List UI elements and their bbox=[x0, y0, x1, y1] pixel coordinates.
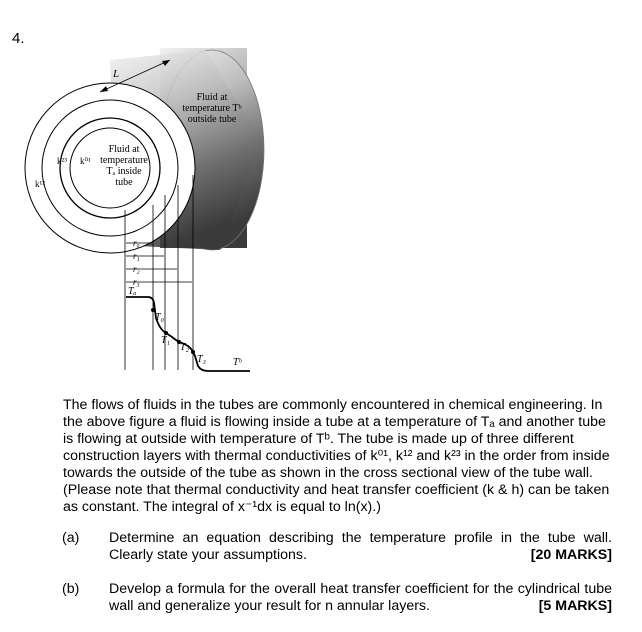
part-b bbox=[0, 581, 642, 621]
r0-label: r₀ bbox=[133, 238, 140, 248]
r1-label: r₁ bbox=[133, 251, 140, 261]
T0-label: T₀ bbox=[155, 312, 165, 323]
svg-text:temperature: temperature bbox=[100, 155, 148, 166]
part-b-marks: [5 MARKS] bbox=[538, 598, 612, 614]
k23-label: k²³ bbox=[57, 156, 67, 166]
part-a-marks: [20 MARKS] bbox=[530, 547, 612, 563]
temperature-profile-curve bbox=[126, 297, 250, 371]
Tb-label: Tᵇ bbox=[233, 357, 242, 368]
k12-label: k¹² bbox=[35, 179, 45, 189]
length-label: L bbox=[113, 68, 120, 80]
r2-label: r₂ bbox=[133, 264, 140, 274]
r3-label: r₃ bbox=[133, 277, 140, 287]
part-b-label: (b) bbox=[62, 581, 80, 597]
T3-label: T₃ bbox=[197, 354, 207, 365]
k01-label: k⁰¹ bbox=[80, 156, 91, 166]
part-a-label: (a) bbox=[62, 530, 80, 546]
svg-text:Fluid at: Fluid at bbox=[108, 144, 140, 155]
question-number: 4. bbox=[12, 30, 25, 47]
svg-text:outside tube: outside tube bbox=[187, 114, 237, 125]
svg-text:tube: tube bbox=[115, 177, 133, 188]
problem-paragraph: The flows of fluids in the tubes are commonly encountered in chemical engineering. In the above figure a fluid is flowing inside a tube at a temperature of Tₐ and another tube is flowing at outside with temperature of Tᵇ. The tube is made up of three different construction layers with thermal conductivities of k⁰¹, k¹² and k²³ in the order from inside towards the outside of the tube as shown in the cross sectional view of the tube wall. (Please note that thermal conductivity and heat transfer coefficient (k & h) can be taken as constant. The integral of x⁻¹dx is equal to ln(x).) bbox=[63, 397, 610, 515]
T1-label: T₁ bbox=[161, 335, 171, 346]
T2-label: T₂ bbox=[180, 342, 190, 353]
part-a-text: Determine an equation describing the temperature profile in the tube wall. Clearly state your assumptions. bbox=[109, 530, 612, 563]
part-b-text: Develop a formula for the overall heat transfer coefficient for the cylindrical tube wall and generalize your result for n annular layers. bbox=[109, 581, 612, 614]
svg-text:Fluid at: Fluid at bbox=[196, 92, 228, 103]
svg-text:Tₐ inside: Tₐ inside bbox=[106, 166, 142, 177]
part-a bbox=[0, 530, 642, 570]
svg-text:temperature Tᵇ: temperature Tᵇ bbox=[182, 103, 242, 114]
T3-point bbox=[191, 350, 195, 354]
Ta-label: Tₐ bbox=[128, 286, 137, 297]
